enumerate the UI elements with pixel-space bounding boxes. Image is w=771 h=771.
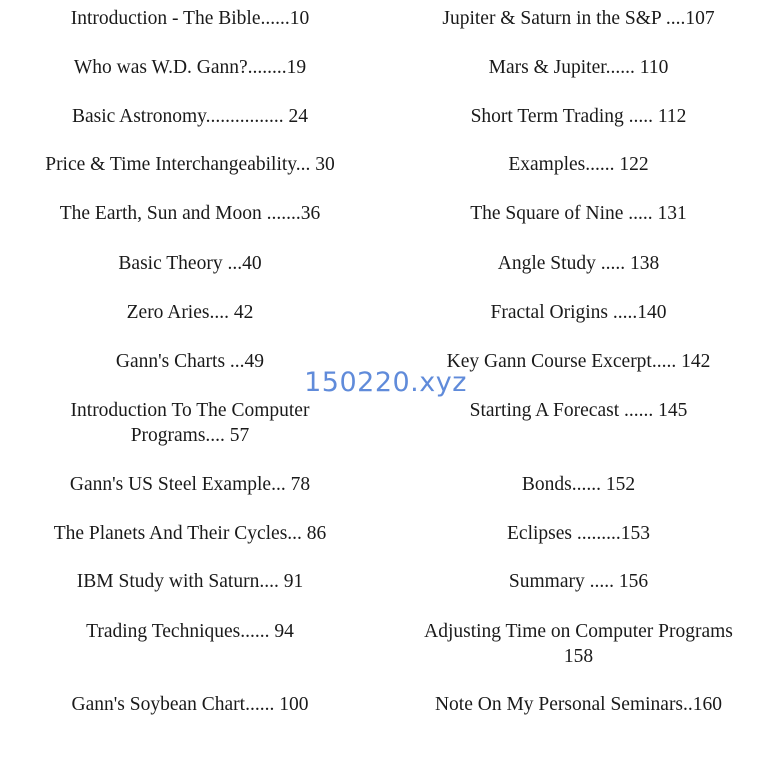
toc-entry: Key Gann Course Excerpt..... 142 <box>446 351 711 372</box>
toc-entry: Trading Techniques...... 94 <box>86 621 294 642</box>
toc-entry: Basic Astronomy................ 24 <box>72 106 308 127</box>
toc-entry: Fractal Origins .....140 <box>490 302 667 323</box>
toc-entry: Mars & Jupiter...... 110 <box>488 57 669 78</box>
toc-entry: Introduction To The Computer Programs.... 57 <box>70 400 310 446</box>
toc-entry: Basic Theory ...40 <box>118 253 262 274</box>
watermark-text: 150220.xyz <box>304 367 467 398</box>
toc-entry: Price & Time Interchangeability... 30 <box>45 154 335 175</box>
toc-entry: Eclipses .........153 <box>507 523 650 544</box>
toc-entry: Angle Study ..... 138 <box>497 253 660 274</box>
toc-entry: Jupiter & Saturn in the S&P ....107 <box>442 8 715 29</box>
toc-entry: Examples...... 122 <box>508 154 649 175</box>
toc-entry: Note On My Personal Seminars..160 <box>434 694 723 715</box>
toc-entry: Gann's Soybean Chart...... 100 <box>71 694 309 715</box>
toc-entry: Starting A Forecast ...... 145 <box>469 400 688 421</box>
toc-entry: The Square of Nine ..... 131 <box>470 203 687 224</box>
toc-entry: Gann's US Steel Example... 78 <box>69 474 311 495</box>
toc-entry: Gann's Charts ...49 <box>115 351 265 372</box>
toc-entry: The Planets And Their Cycles... 86 <box>53 523 327 544</box>
toc-entry: Zero Aries.... 42 <box>126 302 254 323</box>
toc-entry: Short Term Trading ..... 112 <box>470 106 687 127</box>
toc-entry: Bonds...... 152 <box>521 474 636 495</box>
toc-entry: Introduction - The Bible......10 <box>70 8 310 29</box>
toc-entry: The Earth, Sun and Moon .......36 <box>59 203 321 224</box>
toc-entry: Summary ..... 156 <box>508 571 649 592</box>
toc-entry: Adjusting Time on Computer Programs 158 <box>424 621 733 667</box>
toc-entry: IBM Study with Saturn.... 91 <box>76 571 304 592</box>
toc-entry: Who was W.D. Gann?........19 <box>73 57 307 78</box>
